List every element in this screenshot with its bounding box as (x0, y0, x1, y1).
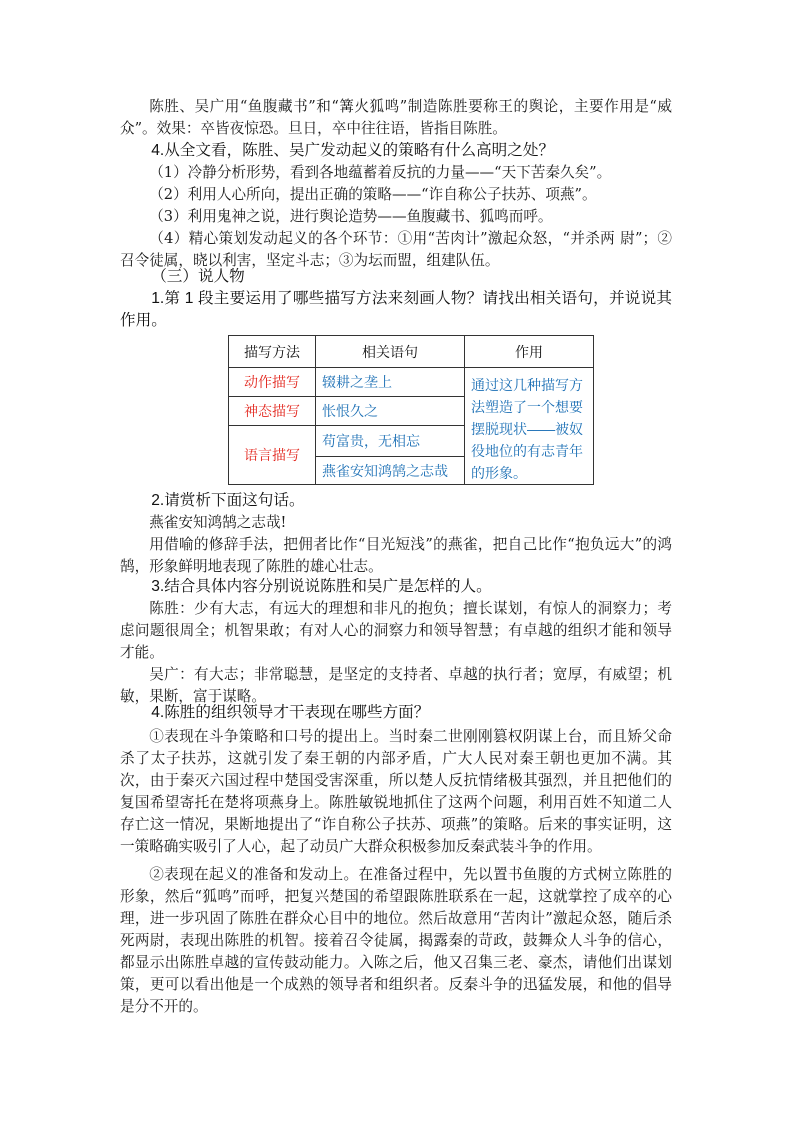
table-effect: 通过这几种描写方法塑造了一个想要摆脱现状——被奴役地位的有志青年的形象。 (465, 368, 594, 485)
question-characters: 3.结合具体内容分别说说陈胜和吴广是怎样的人。 (151, 578, 492, 595)
strategy-item-1: （1）冷静分析形势，看到各地蕴蓄着反抗的力量——“天下苦秦久矣”。 (149, 164, 612, 181)
strategy-item-3: （3）利用鬼神之说，进行舆论造势——鱼腹藏书、狐鸣而呼。 (149, 208, 553, 225)
answer-appreciate: 用借喻的修辞手法，把佣者比作“目光短浅”的燕雀，把自己比作“抱负远大”的鸿鹄，形象鲜明地表现了陈胜的雄心壮志。 (120, 536, 672, 575)
sentence-speech-2: 燕雀安知鸿鹄之志哉 (316, 457, 465, 485)
method-expression: 神态描写 (229, 397, 316, 426)
question-strategy: 4.从全文看，陈胜、吴广发动起义的策略有什么高明之处？ (151, 142, 555, 159)
leadership-paragraph-2: ②表现在起义的准备和发动上。在准备过程中，先以置书鱼腹的方式树立陈胜的形象，然后“狐鸣”而呼，把复兴楚国的希望跟陈胜联系在一起，这就掌控了成卒的心理，进一步巩固了陈胜在群众心目中的地位。然后故意用“苦肉计”激起众怒，随后杀死两尉，表现出陈胜的机智。接着召令徒属，揭露秦的苛政，鼓舞众人斗争的信心，都显示出陈胜卓越的宣传鼓动能力。入陈之后，他又召集三老、豪杰，请他们出谋划策，更可以看出他是一个成熟的领导者和组织者。反秦斗争的迅猛发展，和他的倡导是分不开的。 (120, 866, 672, 1015)
leadership-paragraph-1: ①表现在斗争策略和口号的提出上。当时秦二世刚刚篡权阴谋上台，而且矫父命杀了太子扶苏，这就引发了秦王朝的内部矛盾，广大人民对秦王朝也更加不满。其次，由于秦灭六国过程中楚国受害深重，所以楚人反抗情绪极其强烈，并且把他们的复国希望寄托在楚将项燕身上。陈胜敏锐地抓住了这两个问题，利用百姓不知道二人存亡这一情况，果断地提出了“诈自称公子扶苏、项燕”的策略。后来的事实证明，这一策略确实吸引了人心，起了动员广大群众积极参加反秦武装斗争的作用。 (120, 728, 672, 855)
table-header-method: 描写方法 (229, 336, 316, 368)
section-heading: （三）说人物 (151, 268, 245, 285)
question-leadership: 4.陈胜的组织领导才干表现在哪些方面？ (151, 704, 430, 721)
sentence-action: 辍耕之垄上 (316, 368, 465, 397)
sentence-speech-1: 苟富贵，无相忘 (316, 426, 465, 457)
question-appreciate: 2.请赏析下面这句话。 (151, 492, 305, 509)
answer-chen-sheng: 陈胜：少有大志，有远大的理想和非凡的抱负；擅长谋划，有惊人的洞察力；考虑问题很周全；机智果敢；有对人心的洞察力和领导智慧；有卓越的组织才能和领导才能。 (120, 600, 672, 661)
quote-sentence: 燕雀安知鸿鹄之志哉! (149, 514, 287, 531)
method-speech: 语言描写 (229, 426, 316, 485)
description-table (228, 335, 594, 485)
answer-wu-guang: 吴广：有大志；非常聪慧，是坚定的支持者、卓越的执行者；宽厚，有威望；机敏，果断，富于谋略。 (120, 666, 672, 705)
table-header-effect: 作用 (465, 336, 594, 368)
question-description-methods: 1.第 1 段主要运用了哪些描写方法来刻画人物？请找出相关语句，并说说其作用。 (120, 290, 672, 329)
strategy-item-4: （4）精心策划发动起义的各个环节：①用“苦肉计”激起众怒，“并杀两 尉”；②召令徒属，晓以利害，坚定斗志；③为坛而盟，组建队伍。 (120, 230, 672, 269)
intro-paragraph: 陈胜、吴广用“鱼腹藏书”和“篝火狐鸣”制造陈胜要称王的舆论，主要作用是“威众”。效果：卒皆夜惊恐。旦日，卒中往往语，皆指目陈胜。 (120, 98, 672, 137)
table-header-sentence: 相关语句 (316, 336, 465, 368)
sentence-expression: 怅恨久之 (316, 397, 465, 426)
method-action: 动作描写 (229, 368, 316, 397)
strategy-item-2: （2）利用人心所向，提出正确的策略——“诈自称公子扶苏、项燕”。 (149, 186, 597, 203)
